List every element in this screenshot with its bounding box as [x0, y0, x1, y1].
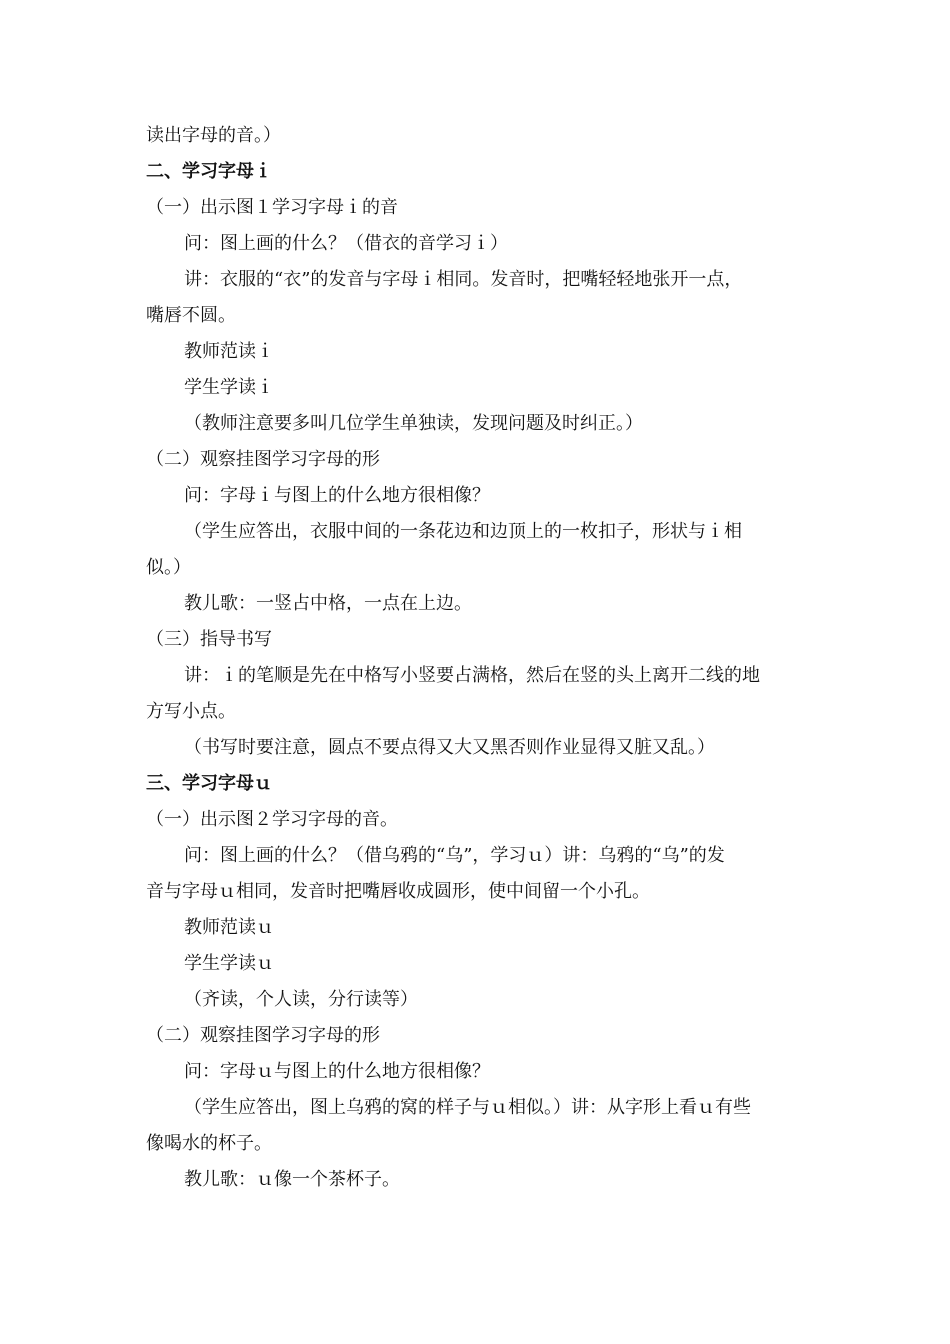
subsection-heading: （二）观察挂图学习字母的形 [146, 1025, 380, 1046]
section-heading-letter-u: 三、学习字母ｕ [146, 773, 272, 794]
teacher-reading-line: 教师范读ｉ [184, 341, 274, 362]
section-heading-letter-i: 二、学习字母ｉ [146, 161, 272, 182]
answer-continuation: 似。） [146, 557, 191, 578]
rhyme-line: 教儿歌：一竖占中格，一点在上边。 [184, 593, 472, 614]
paragraph-continuation: 读出字母的音。） [146, 125, 281, 146]
question-line: 问：图上画的什么？（借乌鸦的“乌”，学习ｕ）讲：乌鸦的“乌”的发 [184, 845, 725, 866]
rhyme-line: 教儿歌：ｕ像一个茶杯子。 [184, 1169, 400, 1190]
answer-line: （学生应答出，衣服中间的一条花边和边顶上的一枚扣子，形状与ｉ相 [184, 521, 742, 542]
question-line: 问：图上画的什么？（借衣的音学习ｉ） [184, 233, 508, 254]
explanation-line: 讲：衣服的“衣”的发音与字母ｉ相同。发音时，把嘴轻轻地张开一点， [184, 269, 743, 290]
writing-note-line: （书写时要注意，圆点不要点得又大又黑否则作业显得又脏又乱。） [184, 737, 715, 758]
reading-note-line: （齐读，个人读，分行读等） [184, 989, 418, 1010]
answer-continuation: 像喝水的杯子。 [146, 1133, 272, 1154]
student-reading-line: 学生学读ｕ [184, 953, 274, 974]
answer-line: （学生应答出，图上乌鸦的窝的样子与ｕ相似。）讲：从字形上看ｕ有些 [184, 1097, 751, 1118]
document-body [146, 118, 810, 1198]
explanation-continuation: 嘴唇不圆。 [146, 305, 236, 326]
question-line: 问：字母ｉ与图上的什么地方很相像？ [184, 485, 490, 506]
subsection-heading: （三）指导书写 [146, 629, 272, 650]
teacher-reading-line: 教师范读ｕ [184, 917, 274, 938]
explanation-continuation: 方写小点。 [146, 701, 236, 722]
subsection-heading: （一）出示图２学习字母的音。 [146, 809, 398, 830]
subsection-heading: （一）出示图１学习字母ｉ的音 [146, 197, 398, 218]
question-line: 问：字母ｕ与图上的什么地方很相像？ [184, 1061, 490, 1082]
explanation-continuation: 音与字母ｕ相同，发音时把嘴唇收成圆形，使中间留一个小孔。 [146, 881, 650, 902]
subsection-heading: （二）观察挂图学习字母的形 [146, 449, 380, 470]
explanation-line: 讲：ｉ的笔顺是先在中格写小竖要占满格，然后在竖的头上离开二线的地 [184, 665, 760, 686]
teacher-note-line: （教师注意要多叫几位学生单独读，发现问题及时纠正。） [184, 413, 643, 434]
student-reading-line: 学生学读ｉ [184, 377, 274, 398]
